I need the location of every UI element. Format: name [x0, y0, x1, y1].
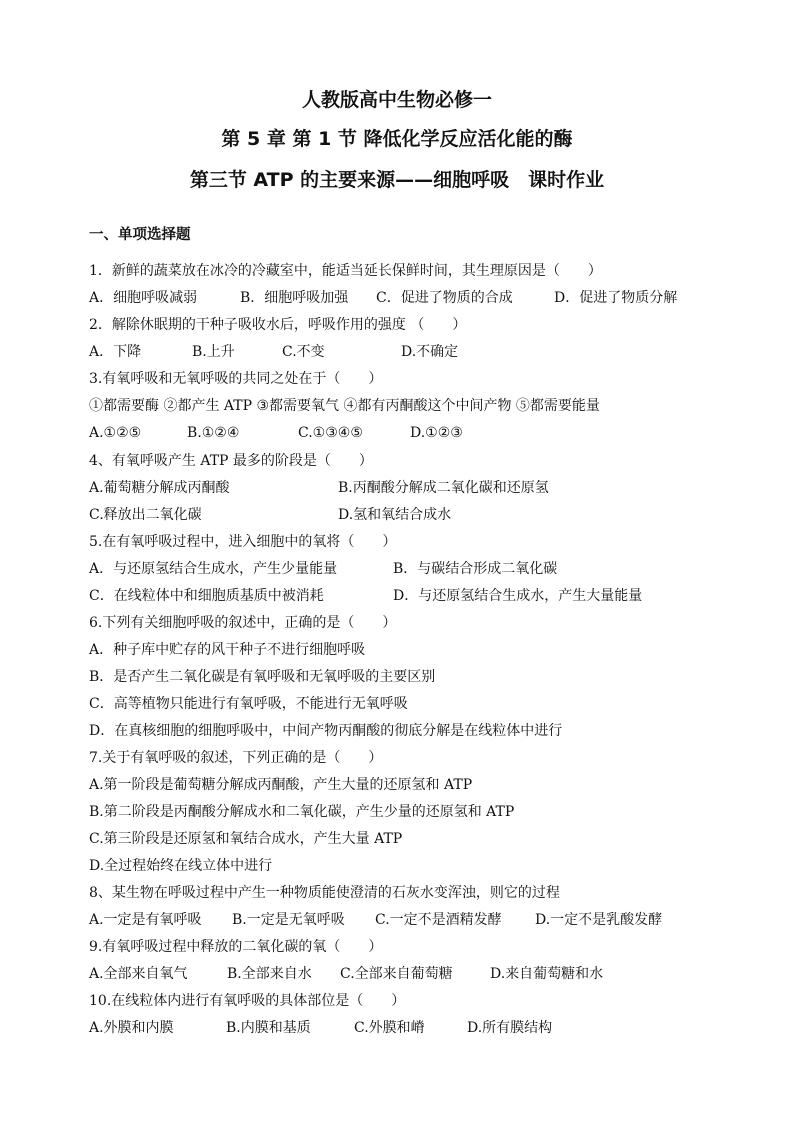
option-c: C．在线粒体中和细胞质基质中被消耗 [89, 588, 324, 604]
option-a: A.全部来自氧气 [89, 966, 188, 982]
option-b: B.上升 [192, 344, 235, 360]
option-d: D．促进了物质分解 [554, 290, 678, 306]
section-heading: 一、单项选择题 [89, 227, 191, 243]
question-6-stem: 6.下列有关细胞呼吸的叙述中，正确的是（ ） [89, 615, 397, 631]
option-b: B.丙酮酸分解成二氧化碳和还原氢 [338, 480, 549, 496]
question-6-option-c: C．高等植物只能进行有氧呼吸，不能进行无氧呼吸 [89, 696, 408, 712]
option-c: C.全部来自葡萄糖 [340, 966, 453, 982]
option-a: A．与还原氢结合生成水，产生少量能量 [89, 561, 338, 577]
option-a: A.葡萄糖分解成丙酮酸 [89, 480, 230, 496]
course-title: 人教版高中生物必修一 [301, 89, 492, 111]
option-b: B．与碳结合形成二氧化碳 [393, 561, 558, 577]
chapter-title: 第 5 章 第 1 节 降低化学反应活化能的酶 [221, 128, 573, 150]
option-b: B.①②④ [187, 425, 240, 441]
option-c: C.不变 [282, 344, 325, 360]
option-d: D.不确定 [401, 344, 459, 360]
question-9-stem: 9.有氧呼吸过程中释放的二氧化碳的氧（ ） [89, 939, 383, 955]
lesson-title: 第三节 ATP 的主要来源——细胞呼吸 课时作业 [189, 169, 605, 191]
question-7-option-b: B.第二阶段是丙酮酸分解成水和二氧化碳，产生少量的还原氢和 ATP [89, 804, 515, 820]
question-8-stem: 8、某生物在呼吸过程中产生一种物质能使澄清的石灰水变浑浊，则它的过程 [89, 885, 560, 901]
option-b: B.一定是无氧呼吸 [232, 912, 345, 928]
option-a: A.外膜和内膜 [89, 1020, 174, 1036]
question-6-option-b: B．是否产生二氧化碳是有氧呼吸和无氧呼吸的主要区别 [89, 669, 436, 685]
option-c: C.一定不是酒精发酵 [375, 912, 502, 928]
question-6-option-a: A．种子库中贮存的风干种子不进行细胞呼吸 [89, 642, 366, 658]
option-c: C.外膜和嵴 [354, 1020, 425, 1036]
option-d: D.一定不是乳酸发酵 [535, 912, 663, 928]
question-4-stem: 4、有氧呼吸产生 ATP 最多的阶段是（ ） [89, 453, 373, 469]
option-d: D.来自葡萄糖和水 [490, 966, 604, 982]
option-c: C.释放出二氧化碳 [89, 507, 202, 523]
question-7-stem: 7.关于有氧呼吸的叙述，下列正确的是（ ） [89, 750, 383, 766]
option-d: D．与还原氢结合生成水，产生大量能量 [393, 588, 643, 604]
question-2-stem: 2．解除休眠期的干种子吸收水后，呼吸作用的强度 （ ） [89, 317, 467, 333]
option-a: A．下降 [89, 344, 142, 360]
question-3-stem: 3.有氧呼吸和无氧呼吸的共同之处在于（ ） [89, 371, 383, 387]
question-7-option-a: A.第一阶段是葡萄糖分解成丙酮酸，产生大量的还原氢和 ATP [89, 777, 473, 793]
question-7-option-c: C.第三阶段是还原氢和氧结合成水，产生大量 ATP [89, 831, 403, 847]
option-c: C．促进了物质的合成 [376, 290, 513, 306]
question-3-statements: ①都需要酶 ②都产生 ATP ③都需要氧气 ④都有丙酮酸这个中间产物 ⑤都需要能量 [89, 398, 600, 414]
option-d: D.所有膜结构 [467, 1020, 553, 1036]
option-a: A.一定是有氧呼吸 [89, 912, 202, 928]
option-d: D.①②③ [410, 425, 463, 441]
question-10-stem: 10.在线粒体内进行有氧呼吸的具体部位是（ ） [89, 993, 406, 1009]
question-1-stem: 1．新鲜的蔬菜放在冰冷的冷藏室中，能适当延长保鲜时间，其生理原因是（ ） [89, 263, 602, 279]
option-c: C.①③④⑤ [298, 425, 363, 441]
option-b: B.全部来自水 [227, 966, 312, 982]
question-5-stem: 5.在有氧呼吸过程中，进入细胞中的氧将（ ） [89, 534, 397, 550]
option-a: A.①②⑤ [89, 425, 142, 441]
option-d: D.氢和氧结合成水 [338, 507, 452, 523]
question-7-option-d: D.全过程始终在线立体中进行 [89, 858, 273, 874]
question-6-option-d: D．在真核细胞的细胞呼吸中，中间产物丙酮酸的彻底分解是在线粒体中进行 [89, 723, 563, 739]
option-b: B．细胞呼吸加强 [240, 290, 349, 306]
option-b: B.内膜和基质 [226, 1020, 311, 1036]
option-a: A．细胞呼吸减弱 [89, 290, 198, 306]
